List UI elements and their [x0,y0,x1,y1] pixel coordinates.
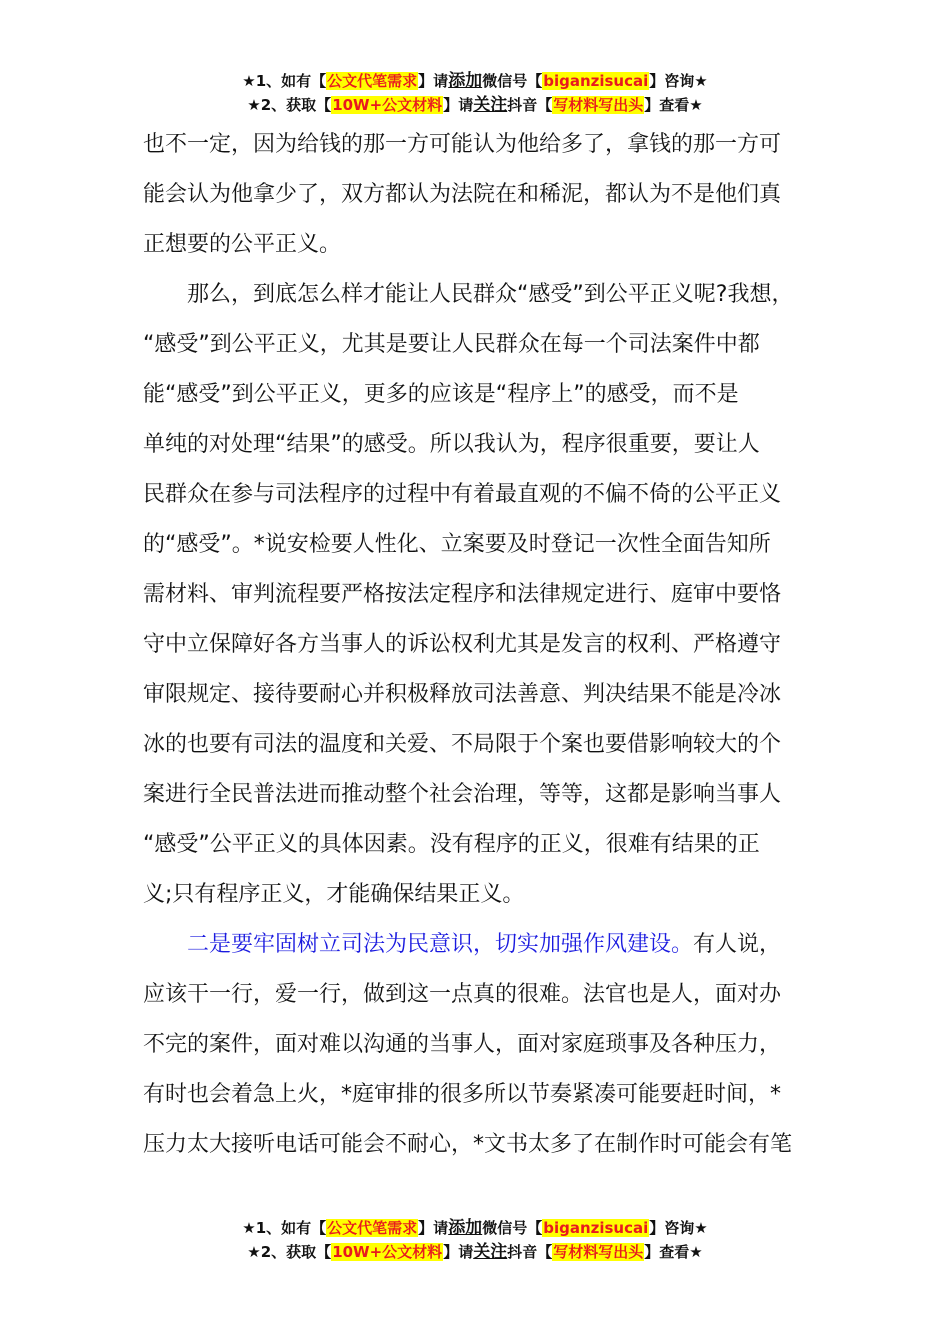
footer-banner [0,1216,950,1264]
text-line: 应该干一行，爱一行，做到这一点真的很难。法官也是人，面对办 [143,982,782,1007]
banner-line-1 [0,1216,950,1240]
text-line: 单纯的对处理“结果”的感受。所以我认为，程序很重要，要让人 [143,432,760,457]
banner-text: ★2、获取【 [247,1243,332,1261]
banner-highlight: 写材料写出头 [553,96,644,114]
banner-text: 】请 [443,96,474,114]
text-line: 有时也会着急上火，*庭审排的很多所以节奏紧凑可能要赶时间，* [143,1082,782,1107]
text-line: 冰的也要有司法的温度和关爱、不局限于个案也要借影响较大的个 [143,732,782,757]
text-run: 有人说， [693,932,782,957]
banner-text: 抖音【 [507,96,553,114]
banner-highlight: biganzisucai [543,1219,649,1237]
text-line: 义;只有程序正义，才能确保结果正义。 [143,882,525,907]
banner-text: 】请 [418,1219,449,1237]
text-line: 能“感受”到公平正义，更多的应该是“程序上”的感受，而不是 [143,382,739,407]
banner-text: 微信号【 [482,1219,543,1237]
text-line: 民群众在参与司法程序的过程中有着最直观的不偏不倚的公平正义 [143,482,782,507]
banner-text: 】咨询★ [649,1219,708,1237]
banner-text: ★2、获取【 [247,96,332,114]
document-body [143,120,815,1170]
banner-line-1 [0,69,950,93]
banner-text: 】请 [443,1243,474,1261]
text-line: 压力太大接听电话可能会不耐心，*文书太多了在制作时可能会有笔 [143,1132,793,1157]
banner-underlined: 关注 [473,95,508,115]
banner-text: 抖音【 [507,1243,553,1261]
text-line: “感受”公平正义的具体因素。没有程序的正义，很难有结果的正 [143,832,760,857]
text-line: 审限规定、接待要耐心并积极释放司法善意、判决结果不能是冷冰 [143,682,782,707]
banner-highlight: biganzisucai [543,72,649,90]
text-line: 也不一定，因为给钱的那一方可能认为他给多了，拿钱的那一方可 [143,132,782,157]
banner-underlined: 添加 [448,71,483,91]
text-line: 的“感受”。*说安检要人性化、立案要及时登记一次性全面告知所 [143,532,771,557]
text-line: 守中立保障好各方当事人的诉讼权利尤其是发言的权利、严格遵守 [143,632,782,657]
text-line: 需材料、审判流程要严格按法定程序和法律规定进行、庭审中要恪 [143,582,782,607]
banner-highlight: 公文代笔需求 [327,72,418,90]
text-line: 那么，到底怎么样才能让人民群众“感受”到公平正义呢?我想， [187,282,794,307]
banner-text: 】请 [418,72,449,90]
banner-highlight: 10W+公文材料 [332,1243,443,1261]
section-heading: 二是要牢固树立司法为民意识，切实加强作风建设。 [187,932,694,957]
text-line: “感受”到公平正义，尤其是要让人民群众在每一个司法案件中都 [143,332,760,357]
text-line: 正想要的公平正义。 [143,232,342,257]
paragraph-2-first-line [143,920,815,970]
header-banner [0,69,950,117]
banner-text: 】查看★ [644,96,703,114]
banner-highlight: 公文代笔需求 [327,1219,418,1237]
banner-underlined: 添加 [448,1218,483,1238]
banner-text: 】查看★ [644,1243,703,1261]
banner-line-2 [0,93,950,117]
text-line: 案进行全民普法进而推动整个社会治理，等等，这都是影响当事人 [143,782,782,807]
banner-highlight: 写材料写出头 [553,1243,644,1261]
banner-line-2 [0,1240,950,1264]
banner-text: ★1、如有【 [242,72,327,90]
banner-underlined: 关注 [473,1242,508,1262]
banner-highlight: 10W+公文材料 [332,96,443,114]
text-line: 不完的案件，面对难以沟通的当事人，面对家庭琐事及各种压力， [143,1032,782,1057]
text-line: 能会认为他拿少了，双方都认为法院在和稀泥，都认为不是他们真 [143,182,782,207]
banner-text: 】咨询★ [649,72,708,90]
banner-text: 微信号【 [482,72,543,90]
banner-text: ★1、如有【 [242,1219,327,1237]
